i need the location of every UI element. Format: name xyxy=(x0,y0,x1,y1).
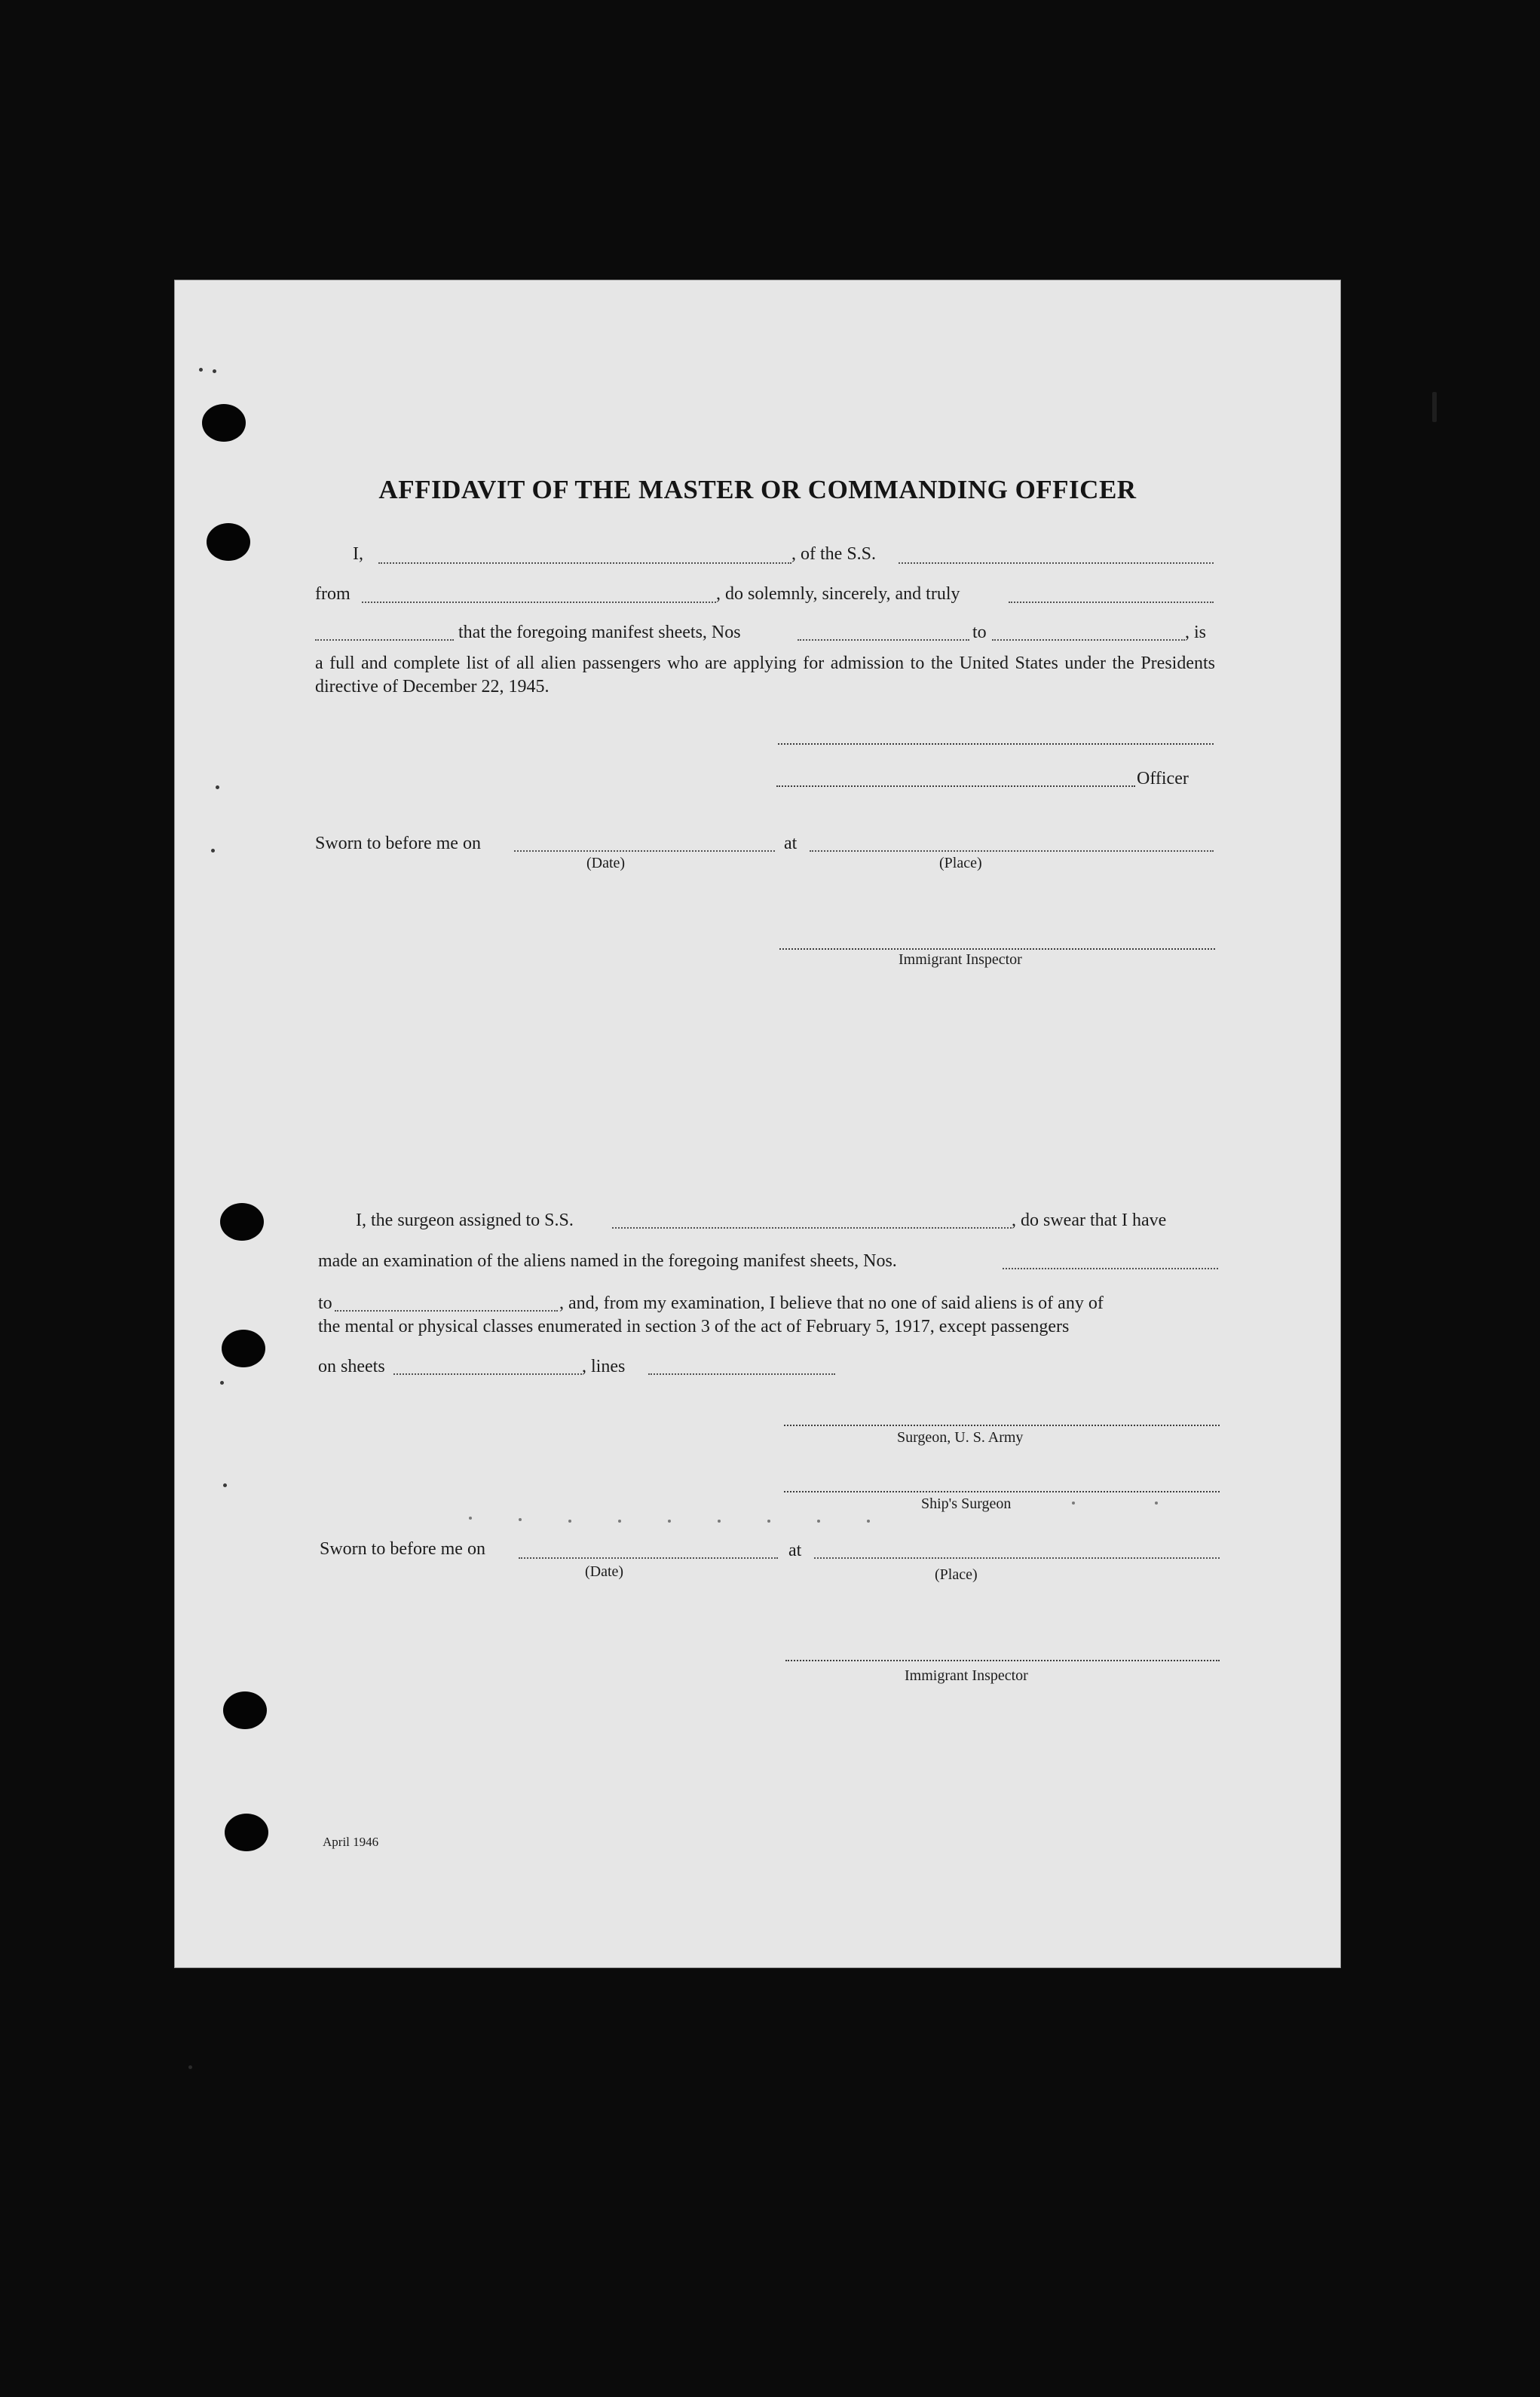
form-edition-date: April 1946 xyxy=(323,1835,379,1849)
master-declaration-text: a full and complete list of all alien passengers who are applying for admission to the United States under the Presidents directive of December 22, 1945. xyxy=(315,654,1215,696)
army-surgeon-signature-line[interactable] xyxy=(784,1425,1220,1426)
date-caption: (Date) xyxy=(586,855,626,871)
exception-lines-field[interactable] xyxy=(648,1373,835,1375)
label-to: to xyxy=(972,623,987,642)
surgeon-manifest-from-field[interactable] xyxy=(1003,1268,1218,1269)
surgeon-sworn-place-field[interactable] xyxy=(814,1557,1220,1559)
surgeon-line-3-rest: , and, from my examination, I believe that no one of said aliens is of any of xyxy=(559,1293,1104,1313)
punch-hole xyxy=(222,1330,265,1367)
manifest-from-number-field[interactable] xyxy=(798,639,969,641)
officer-label: Officer xyxy=(1137,769,1189,788)
margin-mark xyxy=(220,1381,224,1385)
surgeon-line-1-end: , do swear that I have xyxy=(1012,1211,1167,1230)
inspector-caption: Immigrant Inspector xyxy=(899,951,1022,968)
stray-mark xyxy=(718,1520,721,1523)
sworn-date-field[interactable] xyxy=(514,850,775,852)
form-page xyxy=(175,280,1340,1967)
stray-mark xyxy=(618,1520,621,1523)
punch-hole xyxy=(202,404,246,442)
stray-mark xyxy=(767,1520,770,1523)
punch-hole xyxy=(220,1203,264,1241)
label-i: I, xyxy=(353,544,363,564)
scan-speck xyxy=(1432,392,1437,422)
punch-hole xyxy=(223,1691,267,1729)
army-surgeon-caption: Surgeon, U. S. Army xyxy=(897,1429,1024,1446)
surgeon-manifest-to-field[interactable] xyxy=(335,1310,558,1312)
label-swear: , do solemnly, sincerely, and truly xyxy=(716,584,960,604)
oath-continuation-field[interactable] xyxy=(315,639,454,641)
form-title: AFFIDAVIT OF THE MASTER OR COMMANDING OFFICER xyxy=(378,475,1137,504)
label-manifest-sheets: that the foregoing manifest sheets, Nos xyxy=(458,623,741,642)
stray-mark xyxy=(1155,1502,1158,1505)
surgeon-line-2: made an examination of the aliens named in the foregoing manifest sheets, Nos. xyxy=(318,1251,897,1271)
margin-mark xyxy=(223,1483,227,1487)
ship-name-field[interactable] xyxy=(899,562,1214,564)
stray-mark xyxy=(469,1517,472,1520)
punch-hole xyxy=(225,1814,268,1851)
margin-mark xyxy=(211,849,215,853)
surgeon-sheets-label: on sheets xyxy=(318,1357,385,1376)
officer-signature-line-1[interactable] xyxy=(778,743,1214,745)
surgeon-at-label: at xyxy=(788,1541,802,1560)
margin-mark xyxy=(199,368,203,372)
officer-signature-line-2[interactable] xyxy=(776,785,1135,787)
stray-mark xyxy=(1072,1502,1075,1505)
ship-surgeon-caption: Ship's Surgeon xyxy=(921,1495,1012,1512)
departure-port-field[interactable] xyxy=(362,602,716,603)
margin-mark xyxy=(216,785,219,789)
punch-hole xyxy=(207,523,250,561)
surgeon-place-caption: (Place) xyxy=(935,1566,978,1583)
stray-mark xyxy=(817,1520,820,1523)
manifest-to-number-field[interactable] xyxy=(992,639,1185,641)
surgeon-line-4: the mental or physical classes enumerated in section 3 of the act of February 5, 1917, except passengers xyxy=(318,1317,1070,1336)
at-label: at xyxy=(784,834,798,853)
stray-mark xyxy=(568,1520,571,1523)
ship-surgeon-signature-line[interactable] xyxy=(784,1491,1220,1492)
inspector-signature-line[interactable] xyxy=(779,948,1215,950)
exception-sheets-field[interactable] xyxy=(393,1373,582,1375)
surgeon-sworn-label: Sworn to before me on xyxy=(320,1539,485,1559)
surgeon-inspector-caption: Immigrant Inspector xyxy=(905,1667,1028,1684)
surgeon-to-label: to xyxy=(318,1293,332,1313)
label-of-ss: , of the S.S. xyxy=(791,544,877,564)
place-caption: (Place) xyxy=(939,855,982,871)
surgeon-inspector-signature-line[interactable] xyxy=(785,1660,1220,1661)
oath-form-field[interactable] xyxy=(1009,602,1214,603)
stray-mark xyxy=(519,1518,522,1521)
surgeon-sworn-date-field[interactable] xyxy=(519,1557,778,1559)
sworn-place-field[interactable] xyxy=(810,850,1214,852)
sworn-label: Sworn to before me on xyxy=(315,834,481,853)
master-name-field[interactable] xyxy=(378,562,791,564)
surgeon-ship-field[interactable] xyxy=(612,1227,1012,1229)
surgeon-lines-label: , lines xyxy=(582,1357,626,1376)
surgeon-line-1-start: I, the surgeon assigned to S.S. xyxy=(356,1211,574,1230)
label-from: from xyxy=(315,584,351,604)
scan-speck xyxy=(188,2065,192,2069)
surgeon-date-caption: (Date) xyxy=(585,1563,624,1580)
stray-mark xyxy=(867,1520,870,1523)
label-is: , is xyxy=(1185,623,1207,642)
margin-mark xyxy=(213,369,216,373)
stray-mark xyxy=(668,1520,671,1523)
